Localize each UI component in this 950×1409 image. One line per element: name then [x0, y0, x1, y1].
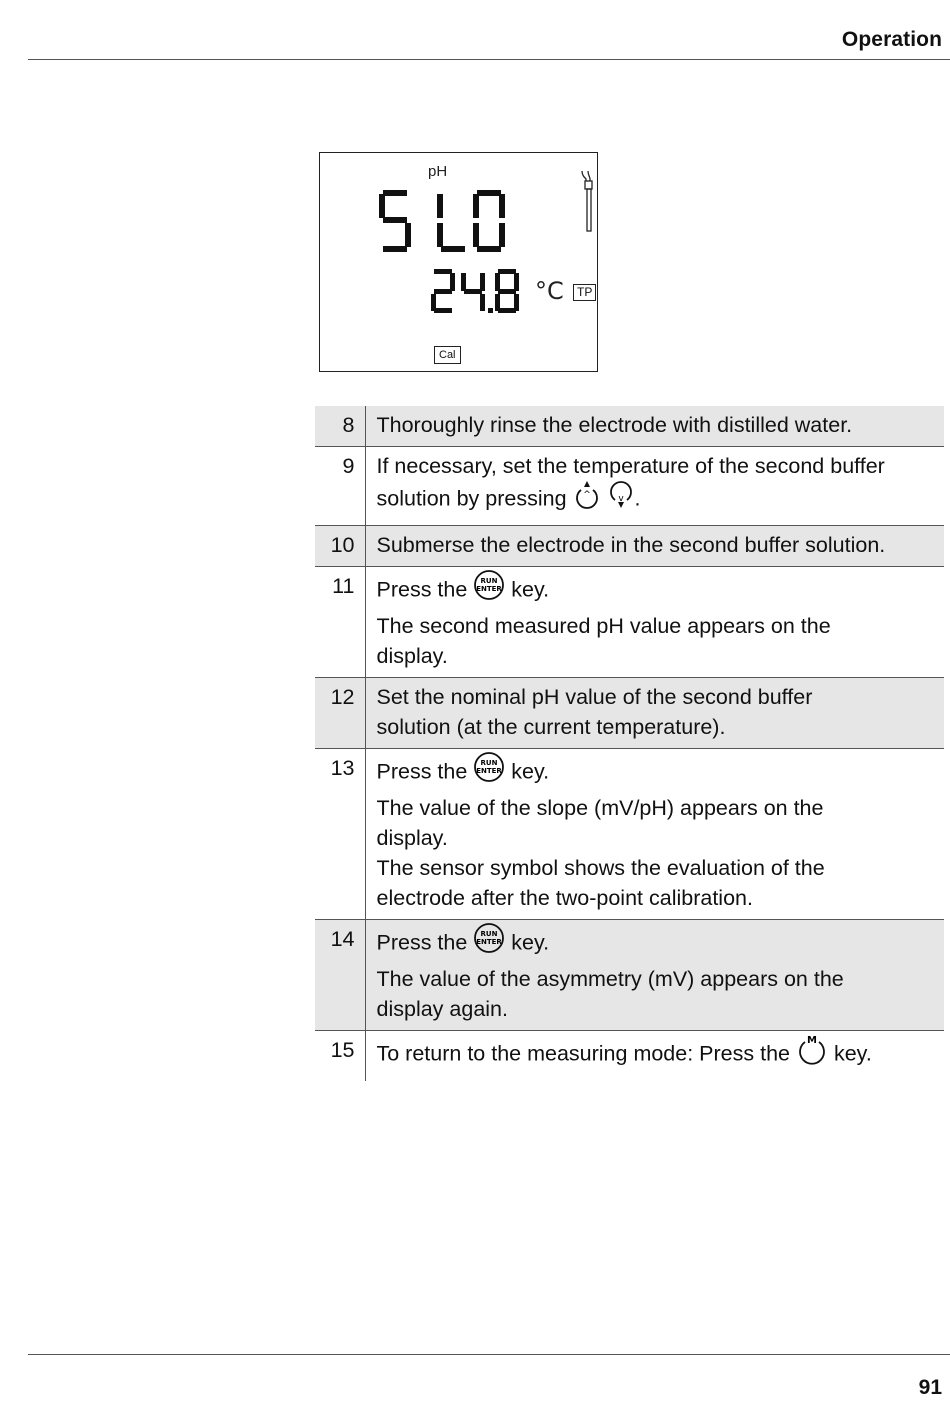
step-text	[365, 1031, 944, 1082]
step-row	[315, 526, 944, 567]
step-text	[365, 678, 944, 749]
step-line	[377, 571, 945, 611]
svg-text:^: ^	[582, 490, 591, 500]
step-number: 14	[315, 920, 365, 1031]
step-line	[377, 1035, 945, 1075]
step-line	[377, 924, 945, 964]
step-text	[365, 749, 944, 920]
step-text	[365, 567, 944, 678]
step-line	[377, 481, 945, 519]
step-line: Thoroughly rinse the electrode with distilled water.	[376, 413, 853, 437]
step-number: 11	[315, 567, 365, 678]
svg-text:v: v	[617, 494, 624, 504]
step-line: Submerse the electrode in the second buffer solution.	[376, 533, 886, 557]
page-header-title: Operation	[841, 28, 942, 51]
step-number: 9	[315, 447, 365, 526]
step-line: display again.	[376, 997, 508, 1021]
step-line-text: solution by pressing	[376, 486, 567, 511]
step-line: display.	[376, 826, 448, 850]
cal-indicator: Cal	[434, 346, 461, 364]
step-number: 12	[315, 678, 365, 749]
run-enter-key-icon	[473, 569, 505, 609]
mode-key-label: M	[807, 1035, 817, 1046]
lcd-display-figure	[319, 152, 598, 372]
step-line-punct: .	[634, 486, 641, 511]
step-row	[315, 406, 944, 447]
step-number: 8	[315, 406, 365, 447]
step-number: 10	[315, 526, 365, 567]
step-row	[315, 1031, 944, 1082]
lcd-segments	[320, 153, 599, 373]
step-line-text: Press the	[376, 759, 468, 784]
run-enter-top-text: RUN	[480, 759, 498, 767]
run-enter-key-icon	[473, 922, 505, 962]
footer-rule	[28, 1354, 950, 1355]
step-line: If necessary, set the temperature of the second buffer	[376, 454, 885, 478]
step-line-text: key.	[511, 577, 550, 602]
step-line-text: key.	[833, 1041, 872, 1066]
step-line: The second measured pH value appears on the	[376, 614, 831, 638]
step-number: 15	[315, 1031, 365, 1082]
step-line-text: key.	[511, 930, 550, 955]
down-arrow-key-icon	[607, 479, 635, 517]
step-line: Set the nominal pH value of the second buffer	[376, 685, 813, 709]
run-enter-bottom-text: ENTER	[476, 938, 503, 946]
calibration-steps-table	[315, 406, 944, 1081]
sensor-electrode-icon	[582, 171, 592, 231]
step-line: The value of the asymmetry (mV) appears on the	[376, 967, 844, 991]
run-enter-top-text: RUN	[480, 930, 498, 938]
step-text	[365, 447, 944, 526]
step-text	[365, 526, 944, 567]
step-line: The value of the slope (mV/pH) appears on the	[376, 796, 824, 820]
run-enter-key-icon	[473, 751, 505, 791]
run-enter-bottom-text: ENTER	[476, 585, 503, 593]
run-enter-bottom-text: ENTER	[476, 767, 503, 775]
header-rule	[28, 59, 950, 60]
step-row	[315, 920, 944, 1031]
step-row	[315, 749, 944, 920]
step-line	[377, 753, 945, 793]
step-line-text: To return to the measuring mode: Press the	[376, 1041, 790, 1066]
step-line-text: Press the	[376, 577, 468, 602]
tp-indicator: TP	[573, 284, 596, 301]
step-row	[315, 678, 944, 749]
step-line: solution (at the current temperature).	[376, 715, 726, 739]
step-line: display.	[376, 644, 448, 668]
page-number: 91	[918, 1376, 942, 1399]
temperature-unit-label: °C	[535, 277, 564, 305]
mode-key-icon	[796, 1033, 828, 1073]
step-line: The sensor symbol shows the evaluation of the	[376, 856, 825, 880]
run-enter-top-text: RUN	[480, 577, 498, 585]
up-arrow-key-icon	[573, 479, 601, 517]
step-row	[315, 567, 944, 678]
step-number: 13	[315, 749, 365, 920]
step-text	[365, 920, 944, 1031]
step-text	[365, 406, 944, 447]
step-row	[315, 447, 944, 526]
step-line-text: Press the	[376, 930, 468, 955]
step-line: electrode after the two-point calibration.	[376, 886, 753, 910]
step-line-text: key.	[511, 759, 550, 784]
ph-unit-label: pH	[428, 163, 448, 180]
